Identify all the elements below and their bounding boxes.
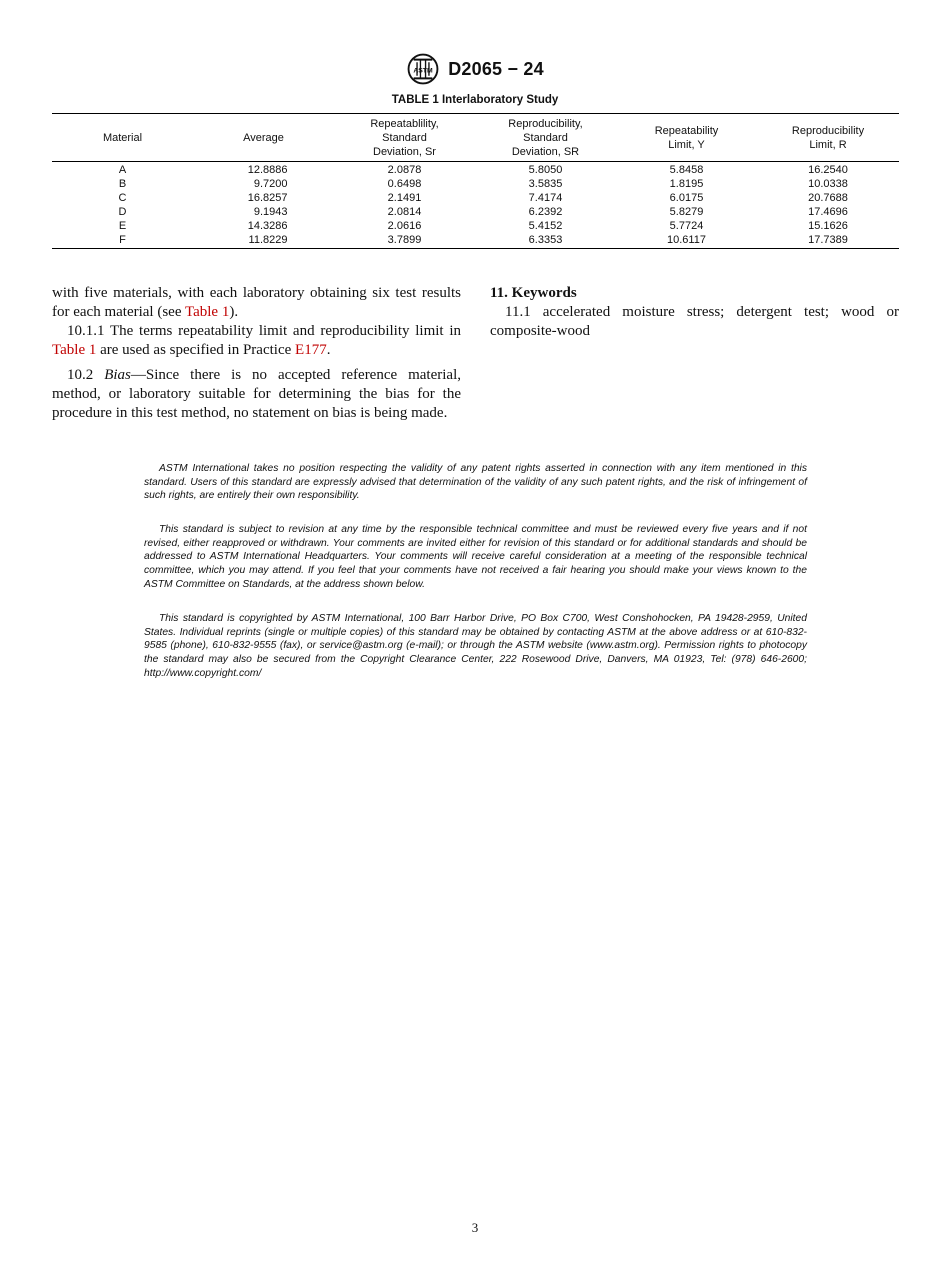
table-header-cell: Average <box>193 114 334 162</box>
table-cell: 14.3286 <box>247 220 288 232</box>
astm-logo-icon <box>406 52 440 86</box>
table-cell: 6.0175 <box>669 192 704 204</box>
table-cell: 9.7200 <box>253 178 288 190</box>
table-row <box>52 219 899 233</box>
revision-notice: This standard is subject to revision at any time by the responsible technical committee and must be reviewed every five years and if not revised, either reapproved or withdrawn. Your comments are invited either for revision of this standard or for additional standards and should be addressed to ASTM International Headquarters. Your comments will receive careful consideration at a meeting of the responsible technical committee, which you may attend. If you feel that your comments have not received a fair hearing you should make your views known to the ASTM Committee on Standards, at the address shown below. <box>144 524 807 590</box>
table-cell: 0.6498 <box>387 178 422 190</box>
table-header-cell: Repeatablility, Standard Deviation, Sr <box>334 114 475 162</box>
table-cell: 2.0814 <box>387 206 422 218</box>
table-cell: 11.8229 <box>193 233 334 249</box>
left-column <box>52 284 461 423</box>
table-cell: 6.3353 <box>475 233 616 249</box>
table-cell: 16.8257 <box>247 192 288 204</box>
table-cell: B <box>118 178 127 190</box>
table-cell: 3.5835 <box>528 178 563 190</box>
table-1-link-2[interactable]: Table 1 <box>52 342 97 358</box>
table-header-cell: Material <box>52 114 193 162</box>
table-row <box>52 191 899 205</box>
table-cell: A <box>118 164 127 176</box>
table-cell: 5.8279 <box>669 206 704 218</box>
table-cell: 12.8886 <box>247 164 288 176</box>
page-header <box>0 52 950 86</box>
logo-text: ASTM <box>413 67 433 75</box>
right-column <box>490 284 899 341</box>
table-cell: 15.1626 <box>808 220 848 232</box>
table-cell: 2.0878 <box>387 164 422 176</box>
table-cell: 5.7724 <box>669 220 704 232</box>
standard-designation: D2065 − 24 <box>448 58 544 79</box>
table-body <box>52 162 899 249</box>
table-cell: 7.4174 <box>528 192 563 204</box>
table-row <box>52 205 899 219</box>
table-header-cell: Reproducibility Limit, R <box>757 114 899 162</box>
table-row <box>52 233 899 249</box>
table-cell: 16.2540 <box>808 164 848 176</box>
paragraph-10-1-1: 10.1.1 The terms repeatability limit and reproducibility limit in Table 1 are used as specified in Practice E177. <box>52 323 461 358</box>
table-cell: 2.0616 <box>387 220 422 232</box>
patent-notice: ASTM International takes no position respecting the validity of any patent rights asserted in connection with any item mentioned in this standard. Users of this standard are expressly advised that determination of the validity of any such patent rights, and the risk of infringement of such rights, are entirely their own responsibility. <box>144 463 807 502</box>
table-1-link[interactable]: Table 1 <box>184 304 230 320</box>
paragraph-10-2-bias: 10.2 Bias—Since there is no accepted reference material, method, or laboratory suitable for determining the bias for the procedure in this test method, no statement on bias is being made. <box>52 367 461 421</box>
table-row <box>52 162 899 178</box>
table-cell: 10.6117 <box>616 233 757 249</box>
table-cell: 5.4152 <box>528 220 563 232</box>
table-cell: 20.7688 <box>808 192 848 204</box>
table-cell: 6.2392 <box>528 206 563 218</box>
table-cell: E <box>118 220 127 232</box>
table-cell: 10.0338 <box>808 178 848 190</box>
table-header-row <box>52 114 899 162</box>
table-cell: 5.8458 <box>669 164 704 176</box>
page-number: 3 <box>471 1220 479 1235</box>
interlaboratory-study-table <box>52 113 899 249</box>
e177-link[interactable]: E177 <box>295 342 327 358</box>
table-header-cell: Reproducibility, Standard Deviation, SR <box>475 114 616 162</box>
table-cell: D <box>118 206 127 218</box>
table-header-cell: Repeatability Limit, Y <box>616 114 757 162</box>
table-row <box>52 177 899 191</box>
table-title: TABLE 1 Interlaboratory Study <box>391 94 559 106</box>
table-cell: 17.7389 <box>757 233 899 249</box>
table-cell: C <box>118 192 127 204</box>
keywords-paragraph: 11.1 accelerated moisture stress; detergent test; wood or composite-wood <box>490 304 899 339</box>
table-cell: 3.7899 <box>334 233 475 249</box>
table-cell: F <box>52 233 193 249</box>
table-cell: 1.8195 <box>669 178 704 190</box>
table-cell: 2.1491 <box>387 192 422 204</box>
table-cell: 5.8050 <box>528 164 563 176</box>
table-cell: 17.4696 <box>808 206 848 218</box>
copyright-notice: This standard is copyrighted by ASTM International, 100 Barr Harbor Drive, PO Box C700, West Conshohocken, PA 19428-2959, United States. Individual reprints (single or multiple copies) of this standard may be obtained by contacting ASTM at the above address or at 610-832-9585 (phone), 610-832-9555 (fax), or service@astm.org (e-mail); or through the ASTM website (www.astm.org). Permission rights to photocopy the standard may also be secured from the Copyright Clearance Center, 222 Rosewood Drive, Danvers, MA 01923, Tel: (978) 646-2600; http://www.copyright.com/ <box>144 613 807 679</box>
section-heading-keywords: 11. Keywords <box>490 285 577 301</box>
paragraph-continuation: with five materials, with each laboratory obtaining six test results for each material (see Table 1). <box>52 285 461 320</box>
table-cell: 9.1943 <box>253 206 288 218</box>
